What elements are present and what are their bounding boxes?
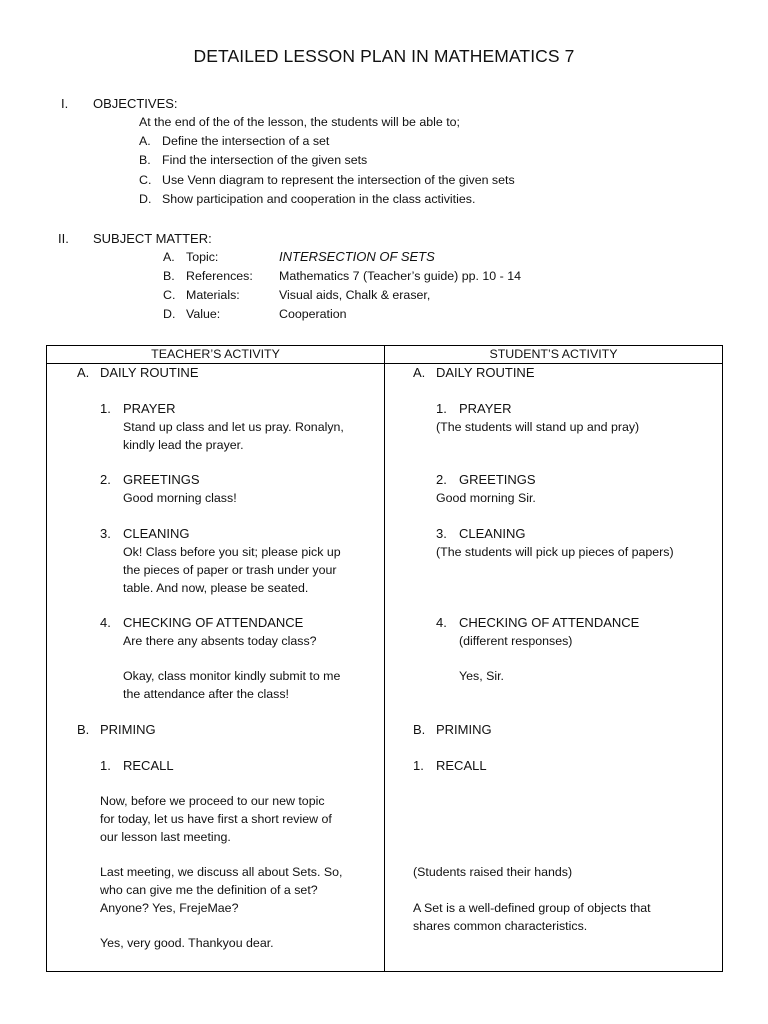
student-text: Good morning Sir. bbox=[436, 491, 536, 505]
teacher-activity-header: TEACHER’S ACTIVITY bbox=[47, 346, 385, 364]
subject-label: Topic: bbox=[186, 250, 219, 264]
student-activity-header: STUDENT’S ACTIVITY bbox=[385, 346, 723, 364]
daily-routine-heading: DAILY ROUTINE bbox=[100, 365, 199, 380]
objectives-heading: OBJECTIVES: bbox=[93, 96, 178, 111]
student-text: (Students raised their hands) bbox=[413, 865, 573, 879]
teacher-text: the attendance after the class! bbox=[123, 687, 290, 701]
item-number: 3. bbox=[100, 526, 111, 541]
teacher-text: Ok! Class before you sit; please pick up bbox=[123, 545, 341, 559]
teacher-text: Last meeting, we discuss all about Sets. So, bbox=[100, 865, 343, 879]
value-value: Cooperation bbox=[279, 307, 347, 321]
subject-label: References: bbox=[186, 269, 253, 283]
objective-letter: A. bbox=[139, 134, 151, 148]
subject-matter-numeral: II. bbox=[58, 231, 69, 246]
item-number: 1. bbox=[100, 401, 111, 416]
teacher-text: Yes, very good. Thankyou dear. bbox=[100, 936, 274, 950]
cleaning-heading: CLEANING bbox=[459, 526, 526, 541]
teacher-text: Okay, class monitor kindly submit to me bbox=[123, 669, 341, 683]
cleaning-heading: CLEANING bbox=[123, 526, 190, 541]
teacher-text: Now, before we proceed to our new topic bbox=[100, 794, 325, 808]
item-number: 1. bbox=[100, 758, 111, 773]
teacher-text: table. And now, please be seated. bbox=[123, 581, 309, 595]
objectives-numeral: I. bbox=[61, 96, 69, 111]
objective-text: Show participation and cooperation in the class activities. bbox=[162, 192, 476, 206]
objectives-intro: At the end of the of the lesson, the students will be able to; bbox=[139, 115, 460, 129]
objective-text: Use Venn diagram to represent the intersection of the given sets bbox=[162, 173, 515, 187]
teacher-text: for today, let us have first a short review of bbox=[100, 812, 332, 826]
topic-value: INTERSECTION OF SETS bbox=[279, 249, 435, 264]
objective-text: Define the intersection of a set bbox=[162, 134, 330, 148]
greetings-heading: GREETINGS bbox=[459, 472, 536, 487]
subject-letter: B. bbox=[163, 269, 175, 283]
materials-value: Visual aids, Chalk & eraser, bbox=[279, 288, 431, 302]
recall-heading: RECALL bbox=[436, 758, 487, 773]
teacher-text: Anyone? Yes, FrejeMae? bbox=[100, 901, 239, 915]
objective-letter: B. bbox=[139, 153, 151, 167]
objective-text: Find the intersection of the given sets bbox=[162, 153, 368, 167]
attendance-heading: CHECKING OF ATTENDANCE bbox=[123, 615, 304, 630]
teacher-text: who can give me the definition of a set? bbox=[100, 883, 318, 897]
student-text: Yes, Sir. bbox=[459, 669, 504, 683]
subject-label: Value: bbox=[186, 307, 221, 321]
item-number: 4. bbox=[436, 615, 447, 630]
priming-heading: PRIMING bbox=[100, 722, 156, 737]
daily-routine-heading: DAILY ROUTINE bbox=[436, 365, 535, 380]
subject-letter: A. bbox=[163, 250, 175, 264]
teacher-text: Are there any absents today class? bbox=[123, 634, 317, 648]
teacher-activity-cell bbox=[47, 364, 385, 972]
recall-heading: RECALL bbox=[123, 758, 174, 773]
objective-letter: C. bbox=[139, 173, 152, 187]
item-number: 1. bbox=[413, 758, 424, 773]
teacher-text: the pieces of paper or trash under your bbox=[123, 563, 337, 577]
teacher-text: Stand up class and let us pray. Ronalyn, bbox=[123, 420, 344, 434]
student-text: (The students will stand up and pray) bbox=[436, 420, 640, 434]
student-text: shares common characteristics. bbox=[413, 919, 588, 933]
activity-table bbox=[46, 345, 723, 972]
priming-heading: PRIMING bbox=[436, 722, 492, 737]
student-activity-cell bbox=[385, 364, 723, 972]
teacher-text: kindly lead the prayer. bbox=[123, 438, 244, 452]
student-text: A Set is a well-defined group of objects that bbox=[413, 901, 651, 915]
section-letter: B. bbox=[77, 722, 90, 737]
item-number: 4. bbox=[100, 615, 111, 630]
objective-letter: D. bbox=[139, 192, 152, 206]
item-number: 2. bbox=[100, 472, 111, 487]
item-number: 1. bbox=[436, 401, 447, 416]
subject-matter-heading: SUBJECT MATTER: bbox=[93, 231, 212, 246]
section-letter: A. bbox=[77, 365, 90, 380]
subject-letter: C. bbox=[163, 288, 176, 302]
item-number: 3. bbox=[436, 526, 447, 541]
greetings-heading: GREETINGS bbox=[123, 472, 200, 487]
teacher-text: Good morning class! bbox=[123, 491, 237, 505]
page-title: DETAILED LESSON PLAN IN MATHEMATICS 7 bbox=[193, 46, 575, 66]
attendance-heading: CHECKING OF ATTENDANCE bbox=[459, 615, 640, 630]
section-letter: A. bbox=[413, 365, 426, 380]
references-value: Mathematics 7 (Teacher’s guide) pp. 10 - 14 bbox=[279, 269, 521, 283]
prayer-heading: PRAYER bbox=[123, 401, 176, 416]
prayer-heading: PRAYER bbox=[459, 401, 512, 416]
subject-letter: D. bbox=[163, 307, 176, 321]
student-text: (The students will pick up pieces of papers) bbox=[436, 545, 674, 559]
section-letter: B. bbox=[413, 722, 426, 737]
student-text: (different responses) bbox=[459, 634, 573, 648]
teacher-text: our lesson last meeting. bbox=[100, 830, 231, 844]
subject-label: Materials: bbox=[186, 288, 240, 302]
item-number: 2. bbox=[436, 472, 447, 487]
